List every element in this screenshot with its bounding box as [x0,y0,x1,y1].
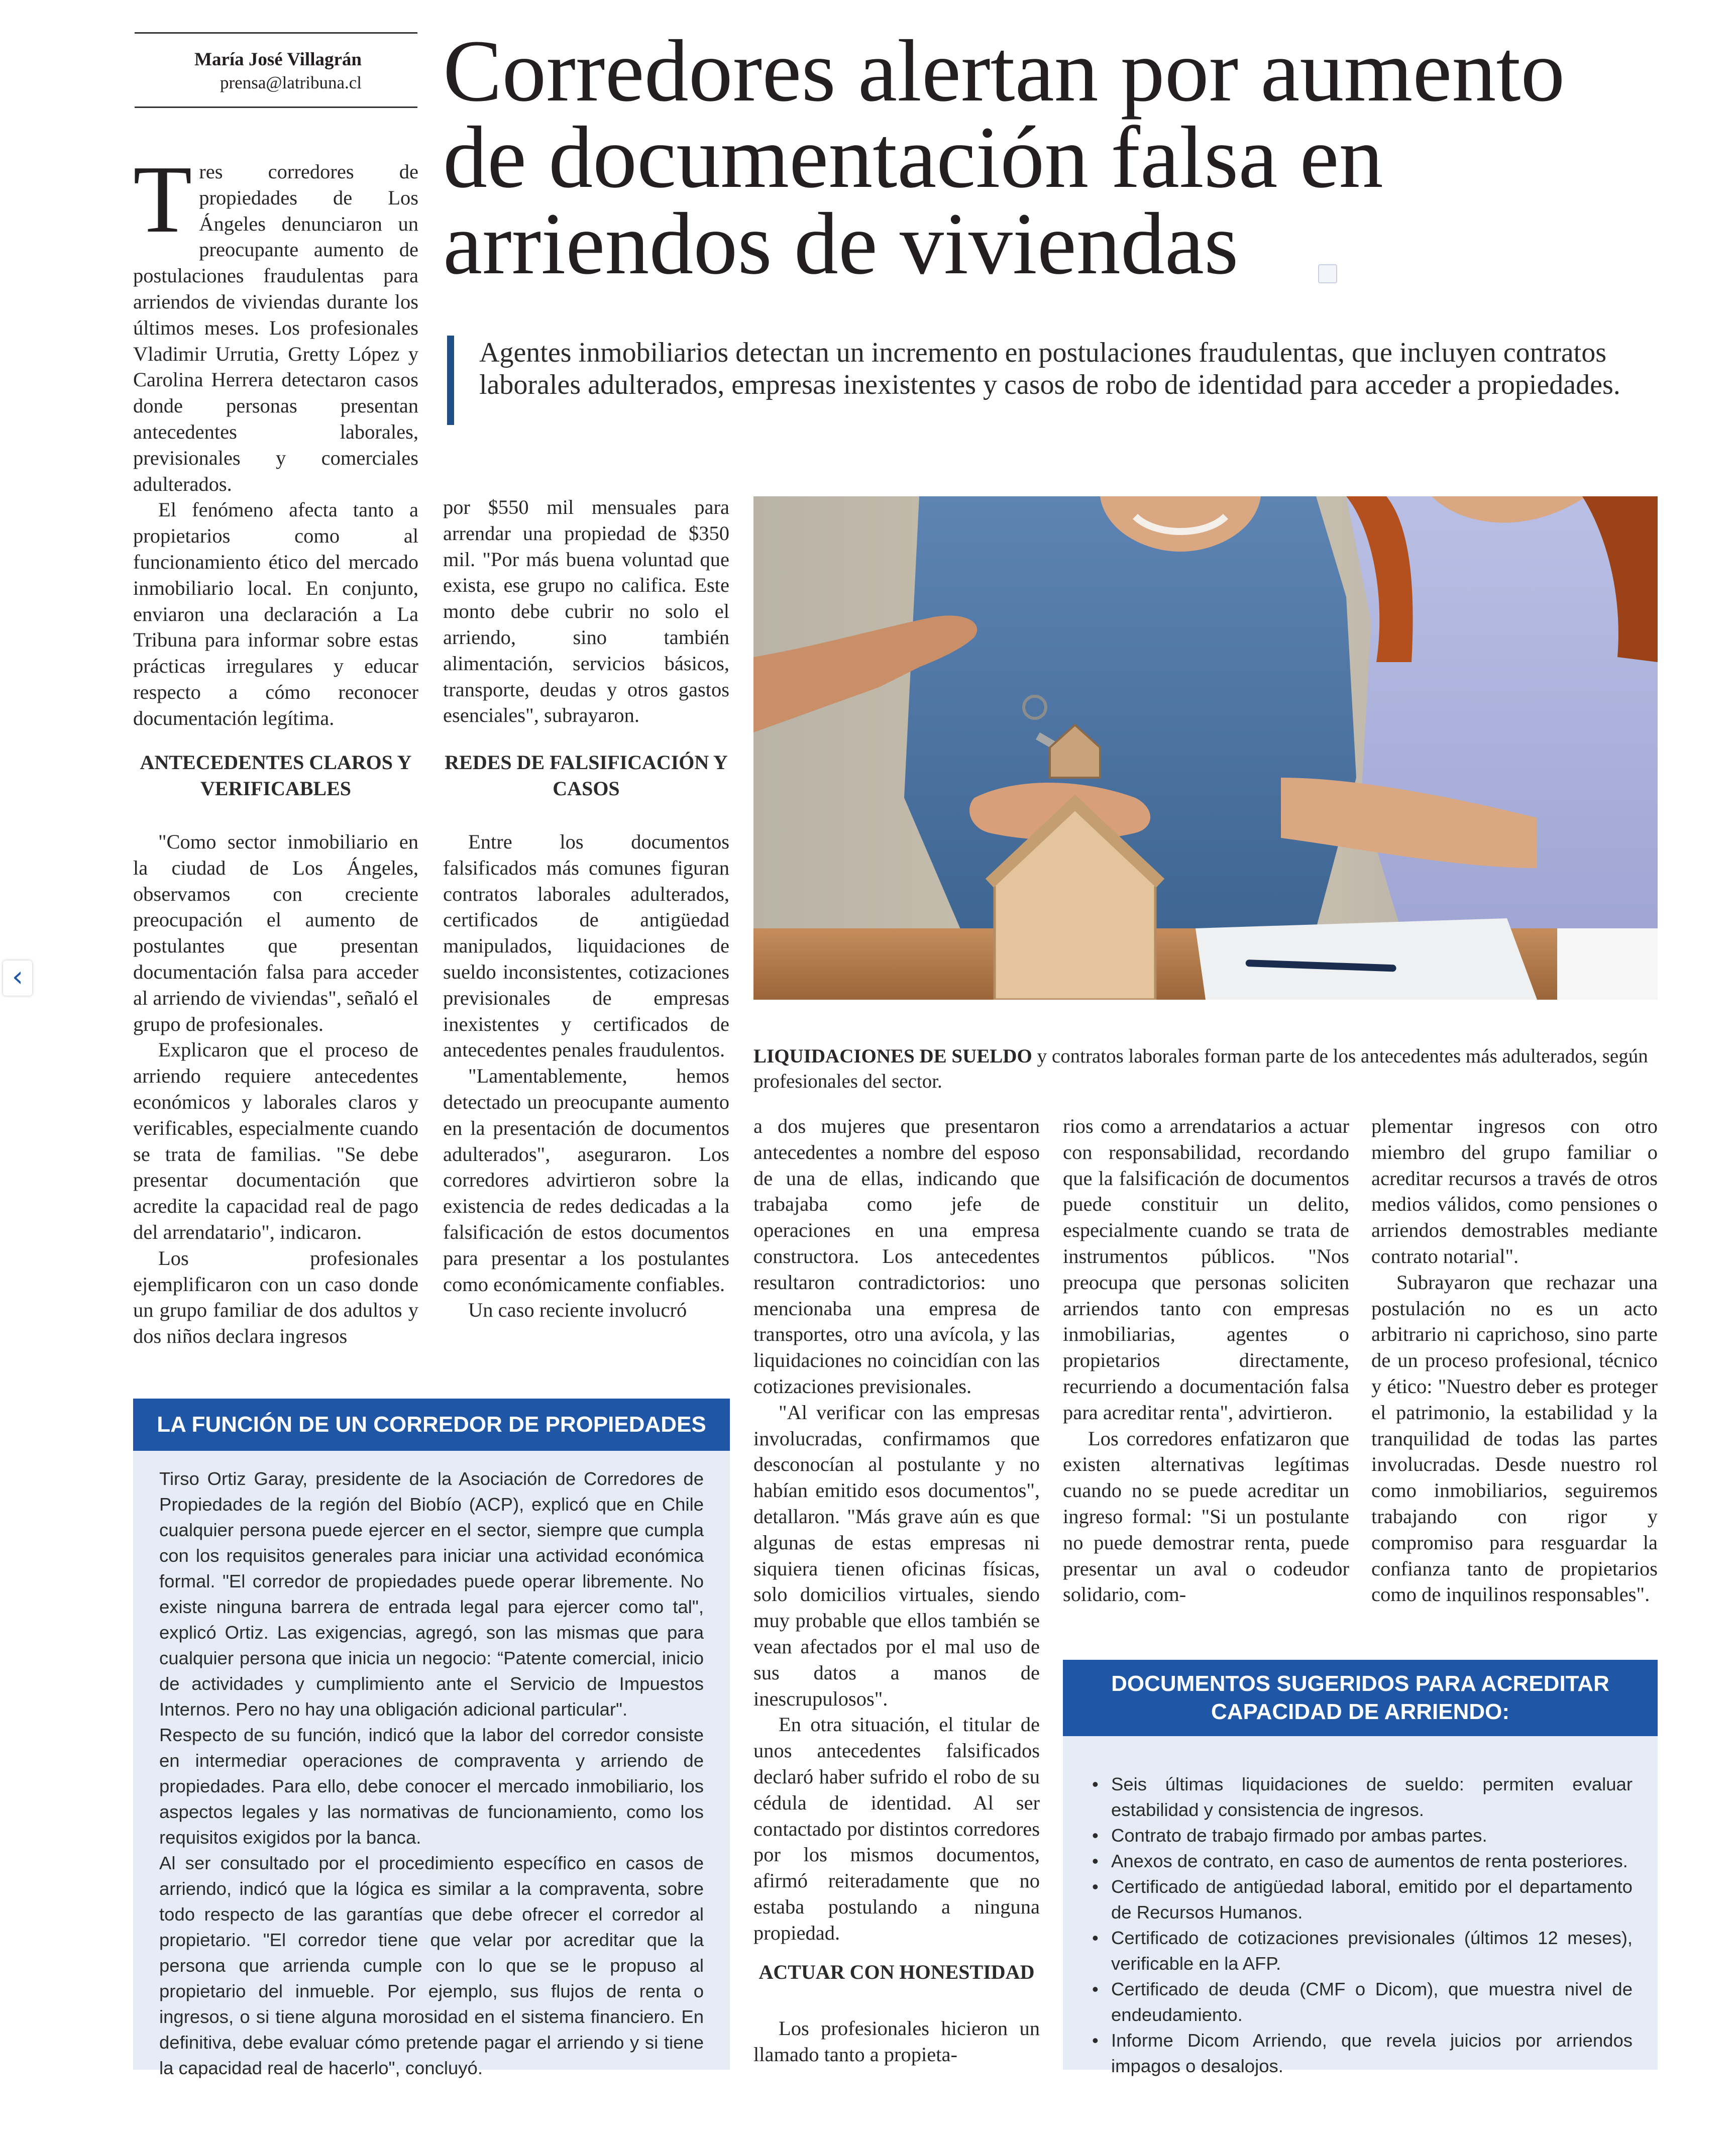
list-item: • Informe Dicom Arriendo, que revela juicios por arriendos impagos o desalojos. [1088,2028,1633,2079]
drop-cap: T [133,146,192,253]
paragraph: Los corredores enfatizaron que existen alternativas legítimas cuando no se puede acreditar un ingreso formal: "Si un postulante no puede demostrar renta, puede presentar un aval o codeudor solidario, com- [1063,1427,1349,1606]
column-4 [1063,1113,1349,1608]
headline-line-1: Corredores alertan por aumento [443,22,1565,120]
author-email[interactable]: prensa@latribuna.cl [220,73,362,92]
box-title-line-1: DOCUMENTOS SUGERIDOS PARA ACREDITAR [1111,1671,1609,1696]
column-1-bottom [133,829,418,1349]
box-paragraph: Tirso Ortiz Garay, presidente de la Asociación de Corredores de Propiedades de la región del Biobío (ACP), explicó que en Chile cualquier persona puede ejercer en el sector, siempre que cumpla con los requisitos generales para iniciar una actividad económica formal. "El corredor de propiedades puede operar libremente. No existe ninguna barrera de entrada legal para ejercer como tal", explicó Ortiz. Las exigencias, agregó, son las mismas que para cualquier persona que inicia un negocio: “Patente comercial, inicio de actividades y cumplimiento ante el Servicio de Impuestos Internos. Pero no hay una obligación adicional particular". [159,1468,704,1720]
paragraph: a dos mujeres que presentaron antecedentes a nombre del esposo de una de ellas, indicando que trabajaba como jefe de operaciones en una empresa constructora. Los antecedentes resultaron contradictorios: uno mencionaba una empresa de transportes, otro una avícola, y las liquidaciones no coincidían con las cotizaciones previsionales. [753,1115,1040,1398]
paragraph: Subrayaron que rechazar una postulación no es un acto arbitrario ni caprichoso, sino parte de un proceso profesional, técnico y ético: "Nuestro deber es proteger el patrimonio, la estabilidad y la tranquilidad de todas las partes involucradas. Desde nuestro rol como inmobiliarios, seguiremos trabajando con rigor y compromiso para resguardar la confianza tanto de propietarios como de inquilinos responsables". [1371,1270,1658,1606]
headline-line-3: arriendos de viviendas [443,195,1239,293]
list-item: • Certificado de antigüedad laboral, emitido por el departamento de Recursos Humanos. [1088,1874,1633,1925]
deck-accent-bar [447,336,454,425]
list-item: • Anexos de contrato, en caso de aumentos de renta posteriores. [1088,1848,1633,1874]
paragraph: plementar ingresos con otro miembro del grupo familiar o acreditar recursos a través de otros medios válidos, como pensiones o arriendos demostrables mediante contrato notarial". [1371,1115,1658,1267]
paragraph: El fenómeno afecta tanto a propietarios como al funcionamiento ético del mercado inmobiliario local. En conjunto, enviaron una declaración a La Tribuna para informar sobre estas prácticas irregulares y educar respecto a cómo reconocer documentación legítima. [133,498,418,729]
paragraph: Los profesionales hicieron un llamado tanto a propieta- [753,2017,1040,2066]
paragraph: En otra situación, el titular de unos antecedentes falsificados declaró haber sufrido el robo de su cédula de identidad. Al ser contactado por distintos corredores por los mismos documentos, afirmó reiteradamente que no estaba postulando a ninguna propiedad. [753,1713,1040,1944]
subhead-antecedentes: ANTECEDENTES CLAROS Y VERIFICABLES [140,751,412,800]
box-title [1063,1660,1658,1736]
photo-illustration [753,496,1658,1000]
list-item: • Contrato de trabajo firmado por ambas partes. [1088,1823,1633,1848]
paragraph: Entre los documentos falsificados más comunes figuran contratos laborales adulterados, certificados de antigüedad manipulados, liquidaciones de sueldo inconsistentes, cotizaciones previsionales de empresas inexistentes y certificados de antecedentes penales fraudulentos. [443,830,729,1061]
byline-bottom-rule [135,106,417,108]
list-item: • Certificado de cotizaciones previsionales (últimos 12 meses), verificable en la AFP. [1088,1925,1633,1976]
box-body [133,1451,730,2081]
paragraph: Un caso reciente involucró [468,1299,687,1322]
list-item: • Certificado de deuda (CMF o Dicom), que muestra nivel de endeudamiento. [1088,1976,1633,2028]
headline-line-2: de documentación falsa en [443,109,1383,206]
article-photo [753,496,1658,1000]
column-3 [753,1113,1040,1946]
photo-caption [753,1044,1658,1094]
column-1-top [133,146,418,731]
column-5 [1371,1113,1658,1608]
paragraph-text: res corredores de propiedades de Los Ángeles denunciaron un preocupante aumento de postulaciones fraudulentas para arriendos de viviendas durante los últimos meses. Los profesionales Vladimir Urrutia, Gretty López y Carolina Herrera detectaron casos donde personas presentan antecedentes laborales, previsionales y comerciales adulterados. [133,160,418,495]
paragraph: rios como a arrendatarios a actuar con responsabilidad, recordando que la falsificación de documentos puede constituir un delito, especialmente cuando se trata de instrumentos públicos. "Nos preocupa que personas soliciten arriendos tanto con empresas inmobiliarias, agentes o propietarios directamente, recurriendo a documentación falsa para acreditar renta", advirtieron. [1063,1115,1349,1424]
list-item: • Seis últimas liquidaciones de sueldo: permiten evaluar estabilidad y consistencia de ingresos. [1088,1771,1633,1823]
article-deck: Agentes inmobiliarios detectan un incremento en postulaciones fraudulentas, que incluyen contratos laborales adulterados, empresas inexistentes y casos de robo de identidad para acceder a propiedades. [479,337,1620,400]
paragraph: por $550 mil mensuales para arrendar una propiedad de $350 mil. "Por más buena voluntad que exista, ese grupo no califica. Este monto debe cubrir no solo el arriendo, sino también alimentación, servicios básicos, transporte, deudas y otros gastos esenciales", subrayaron. [443,496,729,727]
column-3-bottom [753,2015,1040,2068]
author-name: María José Villagrán [194,49,362,70]
caption-lead: LIQUIDACIONES DE SUELDO [753,1045,1032,1067]
previous-page-button[interactable] [3,961,32,996]
column-2-top [443,494,729,728]
paragraph: "Al verificar con las empresas involucradas, confirmamos que desconocían al postulante y no habían emitido esos documentos", detallaron. "Más grave aún es que algunas de estas empresas ni siquiera tienen oficinas físicas, solo domicilios virtuales, siendo muy probable que ellos también se vean afectados por el mal uso de sus datos a manos de inescrupulosos". [753,1401,1040,1710]
byline-top-rule [135,32,417,34]
paragraph: "Como sector inmobiliario en la ciudad de Los Ángeles, observamos con creciente preocupación el aumento de postulantes que presentan documentación falsa para acceder al arriendo de viviendas", señaló el grupo de profesionales. [133,830,418,1035]
box-paragraph: Respecto de su función, indicó que la labor del corredor consiste en intermediar operaciones de compraventa y arriendo de propiedades. Para ello, debe conocer el mercado inmobiliario, los aspectos legales y las normativas de funcionamiento, como los requisitos exigidos por la banca. [159,1725,704,1848]
box-title-line-2: CAPACIDAD DE ARRIENDO: [1211,1699,1509,1724]
box-title: LA FUNCIÓN DE UN CORREDOR DE PROPIEDADES [133,1399,730,1451]
paragraph [133,146,418,497]
documents-list [1088,1771,1633,2079]
paragraph: "Lamentablemente, hemos detectado un preocupante aumento en la presentación de documentos adulterados", aseguraron. Los corredores advirtieron sobre la existencia de redes dedicadas a la falsificación de estos documentos para presentar a los postulantes como económicamente confiables. [443,1064,729,1296]
subhead-redes: REDES DE FALSIFICACIÓN Y CASOS [445,751,728,800]
headline [443,22,1689,293]
box-paragraph: Al ser consultado por el procedimiento específico en casos de arriendo, indicó que la lógica es similar a la compraventa, sobre todo respecto de las garantías que debe ofrecer el corredor al propietario. "El corredor tiene que velar por acreditar que la persona que arrienda cumple con lo que se le propuso al propietario del inmueble. Por ejemplo, sus flujos de renta o ingresos, o si tiene alguna morosidad en el sistema financiero. En definitiva, debe evaluar cómo pretende pagar el arriendo y si tiene la capacidad real de hacerlo", concluyó. [159,1853,704,2078]
chevron-left-icon: ‹ [12,961,24,993]
annotation-note-icon[interactable] [1318,264,1337,283]
sidebar-box-corredor [133,1399,730,2078]
paragraph: Explicaron que el proceso de arriendo requiere antecedentes económicos y laborales claros y verificables, especialmente cuando se trata de familias. "Se debe presentar documentación que acredite la capacidad real de pago del arrendatario", indicaron. [133,1038,418,1243]
byline [135,48,362,94]
caption-text: y contratos laborales forman parte de los antecedentes más adulterados, según profesionales del sector. [753,1045,1648,1092]
subhead-honestidad: ACTUAR CON HONESTIDAD [758,1961,1035,1983]
column-2-bottom [443,829,729,1323]
box-body [1063,1736,1658,2079]
paragraph: Los profesionales ejemplificaron con un caso donde un grupo familiar de dos adultos y dos niños declara ingresos [133,1246,418,1348]
sidebar-box-documentos [1063,1660,1658,2076]
